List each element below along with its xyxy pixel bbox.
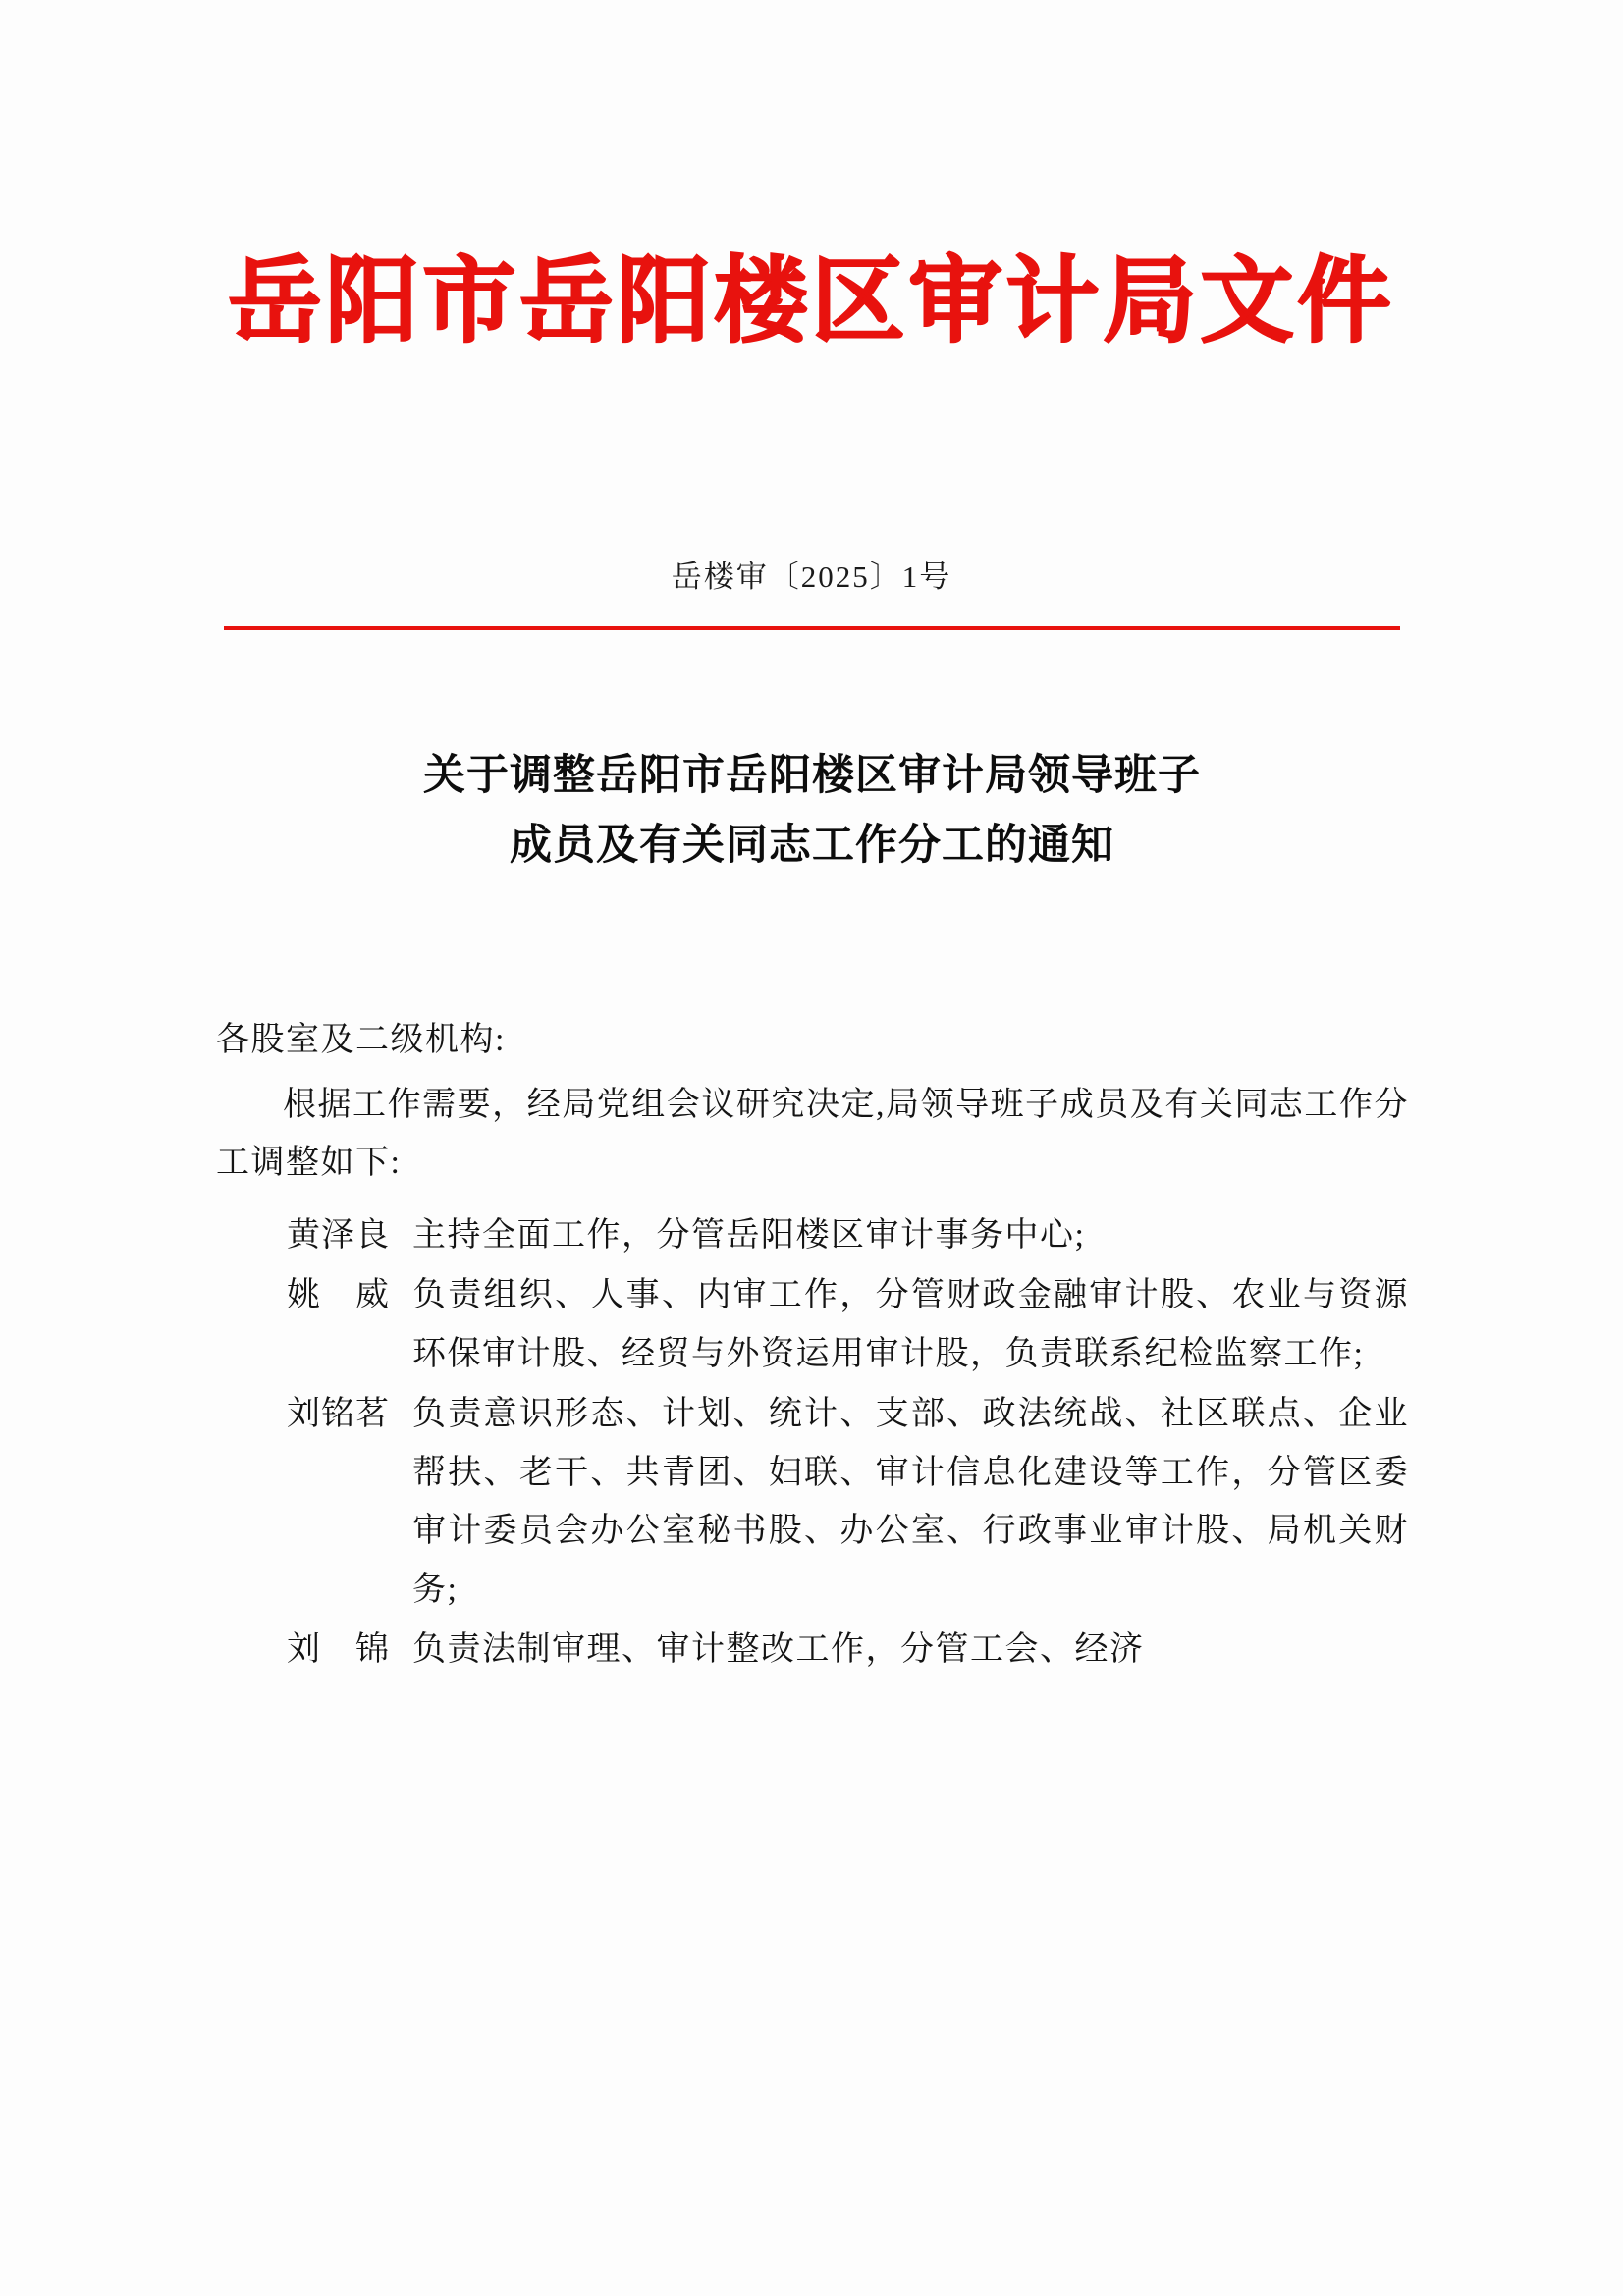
body-paragraph-1: 根据工作需要，经局党组会议研究决定,局领导班子成员及有关同志工作分工调整如下: (216, 1086, 1409, 1181)
assignee-name: 姚 威 (287, 1277, 390, 1313)
document-number: 岳楼审〔2025〕1号 (671, 560, 952, 594)
red-divider-rule (224, 626, 1400, 630)
assignee-name: 刘铭茗 (287, 1396, 390, 1432)
page-title (224, 741, 1400, 881)
list-item (216, 1385, 1409, 1619)
salutation: 各股室及二级机构: (216, 1022, 506, 1058)
assignee-duty: 主持全面工作，分管岳阳楼区审计事务中心; (412, 1216, 1086, 1254)
assignee-duty: 负责意识形态、计划、统计、支部、政法统战、社区联点、企业帮扶、老干、共青团、妇联、审计信息化建设等工作，分管区委审计委员会办公室秘书股、办公室、行政事业审计股、局机关财务; (412, 1396, 1409, 1608)
assignee-name: 刘 锦 (287, 1631, 390, 1668)
assignment-list (216, 1206, 1409, 1680)
masthead (0, 246, 1623, 355)
list-item (216, 1206, 1409, 1265)
page-title-line-2: 成员及有关同志工作分工的通知 (510, 820, 1114, 870)
assignee-duty: 负责法制审理、审计整改工作，分管工会、经济 (412, 1631, 1145, 1668)
list-item (216, 1621, 1409, 1680)
page-title-line-1: 关于调整岳阳市岳阳楼区审计局领导班子 (423, 751, 1201, 800)
masthead-title: 岳阳市岳阳楼区审计局文件 (228, 246, 1395, 355)
document-body (216, 1011, 1409, 1682)
assignee-duty: 负责组织、人事、内审工作，分管财政金融审计股、农业与资源环保审计股、经贸与外资运用审计股，负责联系纪检监察工作; (412, 1277, 1409, 1372)
assignee-name: 黄泽良 (287, 1216, 390, 1254)
list-item (216, 1266, 1409, 1383)
